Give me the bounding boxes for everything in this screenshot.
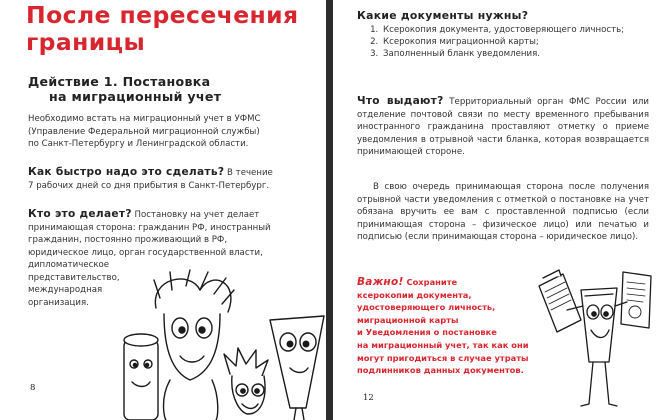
document-item: 3. Заполненный бланк уведомления. xyxy=(381,49,646,61)
how-fast-question: Как быстро надо это сделать? xyxy=(28,166,225,178)
intro-line: по Санкт-Петербургу и Ленинградской области. xyxy=(28,139,249,149)
who-answer: Постановку на учет делает xyxy=(131,210,260,220)
intro-text xyxy=(28,113,318,151)
cartoon-characters-illustration xyxy=(120,268,326,420)
who-line: представительство, xyxy=(28,272,120,283)
document-item: 1. Ксерокопия документа, удостоверяющего личность; xyxy=(381,25,646,37)
who-question: Кто это делает? xyxy=(28,208,132,220)
action-heading-line-2: на миграционный учет xyxy=(49,89,222,104)
issued-block xyxy=(357,95,649,159)
right-page xyxy=(333,0,659,420)
important-line: Сохраните xyxy=(403,277,458,287)
who-line: международная xyxy=(28,285,103,295)
important-label: Важно! xyxy=(357,276,404,288)
documents-list xyxy=(365,25,646,60)
intro-line: (Управление Федеральной миграционной службы) xyxy=(28,126,260,137)
documents-heading: Какие документы нужны? xyxy=(357,9,529,22)
page-number: 8 xyxy=(30,383,36,393)
important-line: миграционной карты xyxy=(357,314,459,325)
who-line: организация. xyxy=(28,297,89,308)
who-line: гражданин, постоянно проживающий в РФ, xyxy=(28,235,228,245)
important-line: подлинников данных документов. xyxy=(357,365,524,376)
title-line-2: границы xyxy=(26,28,146,56)
how-fast-answer: В течение xyxy=(224,168,273,178)
document-item: 2. Ксерокопия миграционной карты; xyxy=(381,37,646,49)
who-line: дипломатическое xyxy=(28,260,110,270)
who-line: принимающая сторона: гражданин РФ, иностранный xyxy=(28,222,271,233)
important-note xyxy=(357,276,557,377)
action-heading xyxy=(28,74,221,104)
important-line: ксерокопии документа, xyxy=(357,289,472,300)
receiving-party-text: В свою очередь принимающая сторона после получения отрывной части уведомления с отметкой о постановке на учет обязана вручить ее вам с проставленной подписью (если принимающая сторона – физическое лицо) или печатью и подписью (если принимающая сторона – юридическое лицо). xyxy=(357,182,649,242)
book-gutter xyxy=(326,0,333,420)
who-line: юридическое лицо, орган государственной власти, xyxy=(28,247,263,258)
title-line-1: После пересечения xyxy=(26,1,299,29)
important-line: и Уведомления о постановке xyxy=(357,327,497,338)
cartoon-papers-illustration xyxy=(537,266,657,416)
receiving-party-paragraph xyxy=(357,181,649,244)
page-number: 12 xyxy=(363,393,374,403)
intro-line: Необходимо встать на миграционный учет в УФМС xyxy=(28,114,261,124)
left-page xyxy=(0,0,326,420)
issued-question: Что выдают? xyxy=(357,95,444,107)
issued-answer: Территориальный орган ФМС России или отделение почтовой связи по месту временного пребывания иностранного гражданина проставляют отметку о приеме уведомления в отрывной части бланка, которая возвращается принимающей стороне. xyxy=(357,97,649,157)
page-title xyxy=(26,2,299,56)
important-line: удостоверяющего личность, xyxy=(357,302,496,313)
important-line: могут пригодиться в случае утраты xyxy=(357,352,529,363)
action-heading-line-1: Действие 1. Постановка xyxy=(28,74,211,89)
hair-outline xyxy=(155,279,231,312)
how-fast-block xyxy=(28,166,323,192)
how-fast-answer-line-2: 7 рабочих дней со дня прибытия в Санкт-Петербург. xyxy=(28,180,270,191)
important-line: на миграционный учет, так как они xyxy=(357,339,529,350)
